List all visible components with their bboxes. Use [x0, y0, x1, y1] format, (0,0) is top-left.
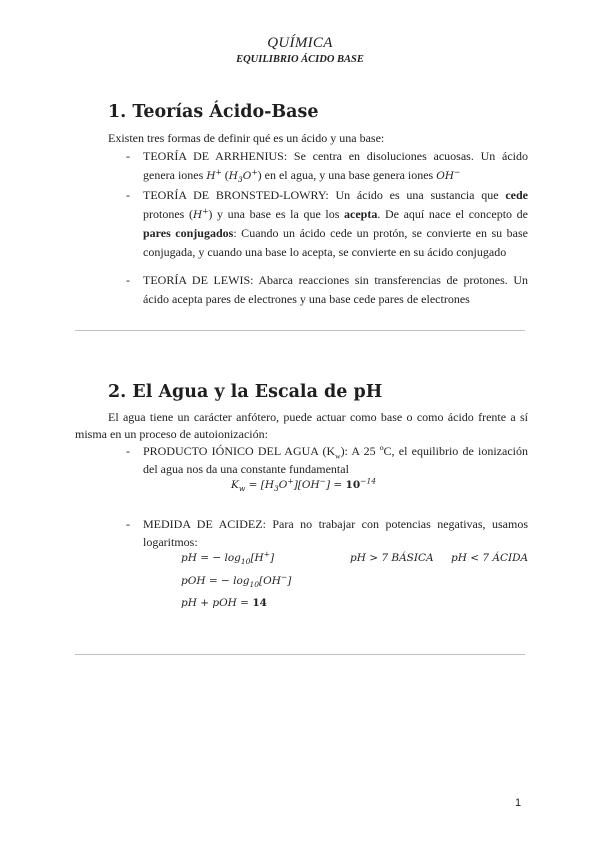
page-title: QUÍMICA [267, 35, 333, 51]
list-item-medida-acidez: - MEDIDA DE ACIDEZ: Para no trabajar con potencias negativas, usamos logaritmos: [126, 517, 528, 549]
basica-condition: pH > 7 BÁSICA [350, 552, 434, 564]
page-number: 1 [515, 797, 522, 809]
section-divider [75, 654, 525, 655]
list-item-bronsted: - TEORÍA DE BRONSTED-LOWRY: Un ácido es una sustancia que cede protones (H+) y una base es la que los acepta. De aquí nace el concepto de pares conjugados: Cuando un ácido cede un protón, se convierte en su base conjugada, y cuando una base lo acepta, se convierte en su ácido conjugado [126, 188, 529, 259]
list-dash: - [126, 149, 130, 163]
kw-equation: $K_w = [H_3O^+][OH^-] = 10^{-14}$ [231, 476, 376, 494]
section-divider [75, 330, 525, 331]
poh-equation: pOH = − $\log_{10}[OH^-]$ [181, 572, 292, 590]
ph-equation: pH = − $\log_{10}[H^+]$ [181, 549, 275, 567]
list-item-lewis: - TEORÍA DE LEWIS: Abarca reacciones sin transferencias de protones. Un ácido acepta pares de electrones y una base cede pares de electrones [126, 273, 528, 306]
list-dash: - [126, 273, 130, 287]
ph-poh-sum-equation: pH + pOH = 14 [181, 597, 267, 609]
list-dash: - [126, 444, 130, 458]
list-dash: - [126, 188, 130, 202]
list-dash: - [126, 517, 130, 531]
section-1-heading: 1. Teorías Ácido-Base [108, 102, 319, 122]
page-subtitle: EQUILIBRIO ÁCIDO BASE [236, 54, 364, 65]
list-item-producto-ionico: - PRODUCTO IÓNICO DEL AGUA $(K_w)$: A 25 ºC, el equilibrio de ionización del agua nos da una constante fundamental [126, 444, 528, 476]
acida-condition: pH < 7 ÁCIDA [451, 552, 529, 564]
section-2-heading: 2. El Agua y la Escala de pH [108, 382, 383, 402]
section-1-intro: Existen tres formas de definir qué es un ácido y una base: [108, 131, 385, 145]
list-item-arrhenius: - TEORÍA DE ARRHENIUS: Se centra en disoluciones acuosas. Un ácido genera iones H+ $(H_3O^+)$ en el agua, y una base genera iones OH− [126, 149, 528, 184]
section-2-intro: El agua tiene un carácter anfótero, puede actuar como base o como ácido frente a sí misma en un proceso de autoionización: [75, 410, 528, 442]
